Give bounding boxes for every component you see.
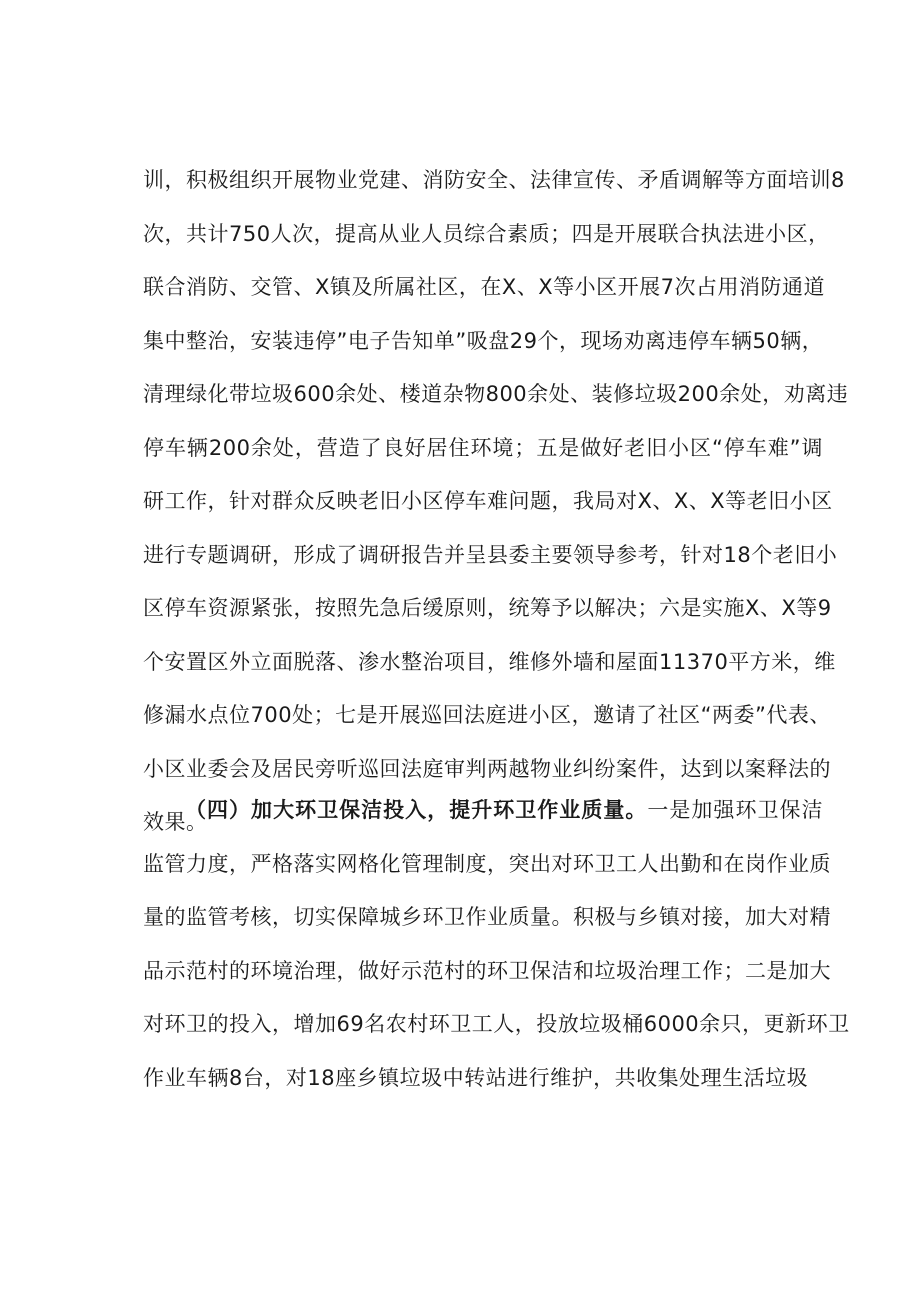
text-line: 区停车资源紧张，按照先急后缓原则，统筹予以解决；六是实施X、X等9: [143, 596, 832, 620]
text-line: 研工作，针对群众反映老旧小区停车难问题，我局对X、X、X等老旧小区: [143, 489, 833, 513]
text-line: 小区业委会及居民旁听巡回法庭审判两越物业纠纷案件，达到以案释法的: [143, 756, 831, 781]
section-heading: （四）加大环卫保洁投入，提升环卫作业质量。: [185, 798, 648, 822]
text-line: 修漏水点位700处；七是开展巡回法庭进小区，邀请了社区“两委”代表、: [143, 703, 831, 727]
text-line: 个安置区外立面脱落、渗水整治项目，维修外墙和屋面11370平方米，维: [143, 649, 836, 674]
text-line: 效果。: [143, 810, 208, 834]
text-line: 监管力度，严格落实网格化管理制度，突出对环卫工人出勤和在岗作业质: [143, 851, 831, 876]
paragraph-first-line: [143, 784, 823, 838]
paragraph-sanitation: [143, 784, 850, 1105]
text-line: 训，积极组织开展物业党建、消防安全、法律宣传、矛盾调解等方面培训8: [143, 168, 845, 192]
text-line: 清理绿化带垃圾600余处、楼道杂物800余处、装修垃圾200余处，劝离违: [143, 382, 849, 406]
text-run: 一是加强环卫保洁: [647, 798, 823, 822]
text-line: 对环卫的投入，增加69名农村环卫工人，投放垃圾桶6000余只，更新环卫: [143, 1012, 850, 1036]
text-line: 进行专题调研，形成了调研报告并呈县委主要领导参考，针对18个老旧小: [143, 542, 838, 567]
text-line: 量的监管考核，切实保障城乡环卫作业质量。积极与乡镇对接，加大对精: [143, 905, 831, 929]
text-line: 作业车辆8台，对18座乡镇垃圾中转站进行维护，共收集处理生活垃圾: [143, 1065, 809, 1090]
text-line: 停车辆200余处，营造了良好居住环境；五是做好老旧小区“停车难”调: [143, 435, 823, 460]
text-line: 集中整治，安装违停”电子告知单”吸盘29个，现场劝离违停车辆50辆，: [143, 328, 824, 353]
text-line: 次，共计750人次，提高从业人员综合素质；四是开展联合执法进小区，: [143, 221, 830, 246]
text-line: 联合消防、交管、X镇及所属社区，在X、X等小区开展7次占用消防通道: [143, 275, 826, 299]
paragraph-community-management: [143, 154, 849, 850]
text-line: 品示范村的环境治理，做好示范村的环卫保洁和垃圾治理工作；二是加大: [143, 958, 831, 983]
